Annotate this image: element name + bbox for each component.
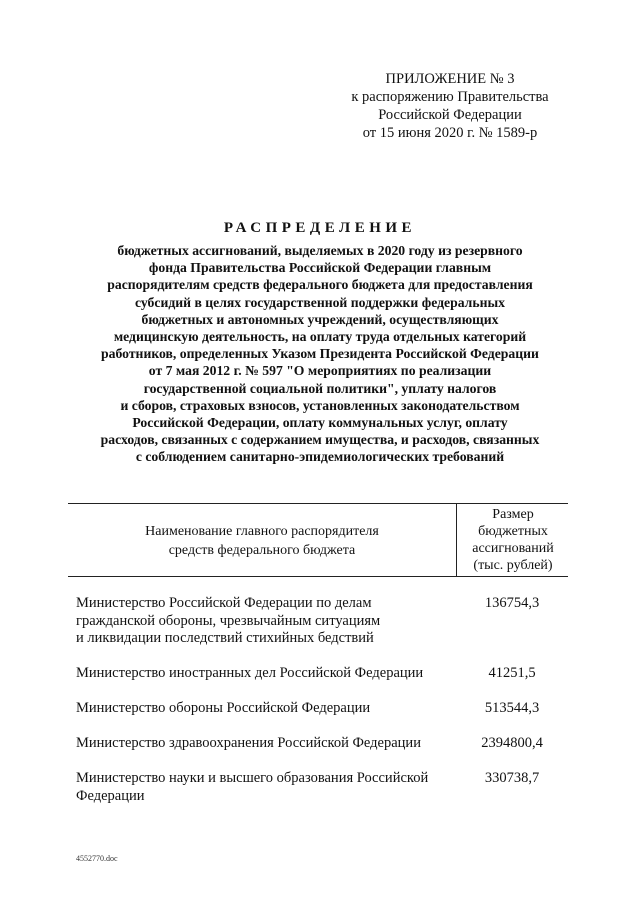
table-header-amount	[458, 506, 568, 574]
subtitle-line: государственной социальной политики", уплату налогов	[143, 380, 497, 396]
row-amount: 2394800,4	[481, 735, 543, 751]
table-header-divider	[456, 503, 457, 576]
row-name-line: гражданской обороны, чрезвычайным ситуациям	[76, 612, 381, 629]
row-amount: 330738,7	[484, 770, 540, 786]
footer-file-code: 4552770.doc	[76, 854, 118, 863]
appendix-reference: к распоряжению Правительства	[351, 89, 549, 105]
header-amount-line: ассигнований	[472, 541, 554, 556]
subtitle-line: бюджетных ассигнований, выделяемых в 2020 году из резервного	[117, 243, 523, 258]
header-amount-line: (тыс. рублей)	[473, 558, 553, 573]
row-ministry-name	[76, 700, 446, 718]
table-header-name	[68, 522, 456, 560]
header-name-line: средств федерального бюджета	[168, 543, 356, 558]
row-ministry-name	[76, 735, 446, 753]
header-amount-line: Размер	[492, 507, 534, 522]
table-top-rule	[68, 503, 568, 504]
subtitle-line: с соблюдением санитарно-эпидемиологических требований	[135, 449, 505, 465]
subtitle-line: и сборов, страховых взносов, установленных законодательством	[120, 397, 520, 413]
row-name-line: Министерство науки и высшего образования Российской	[76, 770, 429, 786]
row-amount: 513544,3	[484, 700, 540, 716]
document-subtitle	[60, 242, 580, 466]
subtitle-line: медицинскую деятельность, на оплату труда отдельных категорий	[113, 329, 527, 345]
subtitle-line: Российской Федерации, оплату коммунальных услуг, оплату	[132, 415, 508, 431]
row-name-line: Министерство обороны Российской Федерации	[76, 700, 371, 716]
row-amount: 136754,3	[484, 595, 540, 611]
document-title: РАСПРЕДЕЛЕНИЕ	[223, 220, 417, 236]
subtitle-line: бюджетных и автономных учреждений, осуществляющих	[141, 311, 499, 327]
row-ministry-name	[76, 595, 446, 648]
subtitle-line: распорядителям средств федерального бюджета для предоставления	[107, 277, 533, 293]
row-name-line: Федерации	[76, 787, 145, 804]
row-amount: 41251,5	[488, 665, 536, 681]
row-ministry-name	[76, 770, 446, 805]
header-name-line: Наименование главного распорядителя	[145, 524, 379, 539]
subtitle-line: от 7 мая 2012 г. № 597 "О мероприятиях по реализации	[148, 363, 492, 379]
row-ministry-name	[76, 665, 446, 683]
subtitle-line: субсидий в целях государственной поддержки федеральных	[134, 294, 506, 310]
row-name-line: Министерство здравоохранения Российской Федерации	[76, 735, 421, 751]
row-name-line: и ликвидации последствий стихийных бедствий	[76, 630, 374, 646]
subtitle-line: работников, определенных Указом Президента Российской Федерации	[101, 346, 539, 362]
table-header-rule	[68, 576, 568, 577]
appendix-number: ПРИЛОЖЕНИЕ № 3	[385, 71, 515, 87]
subtitle-line: фонда Правительства Российской Федерации главным	[148, 260, 492, 276]
header-amount-line: бюджетных	[478, 524, 548, 539]
row-name-line: Министерство иностранных дел Российской Федерации	[76, 665, 424, 681]
appendix-authority: Российской Федерации	[378, 107, 522, 123]
appendix-date: от 15 июня 2020 г. № 1589-р	[362, 125, 538, 141]
appendix-header	[330, 70, 570, 142]
subtitle-line: расходов, связанных с содержанием имущества, и расходов, связанных	[100, 432, 540, 448]
row-name-line: Министерство Российской Федерации по делам	[76, 595, 372, 611]
